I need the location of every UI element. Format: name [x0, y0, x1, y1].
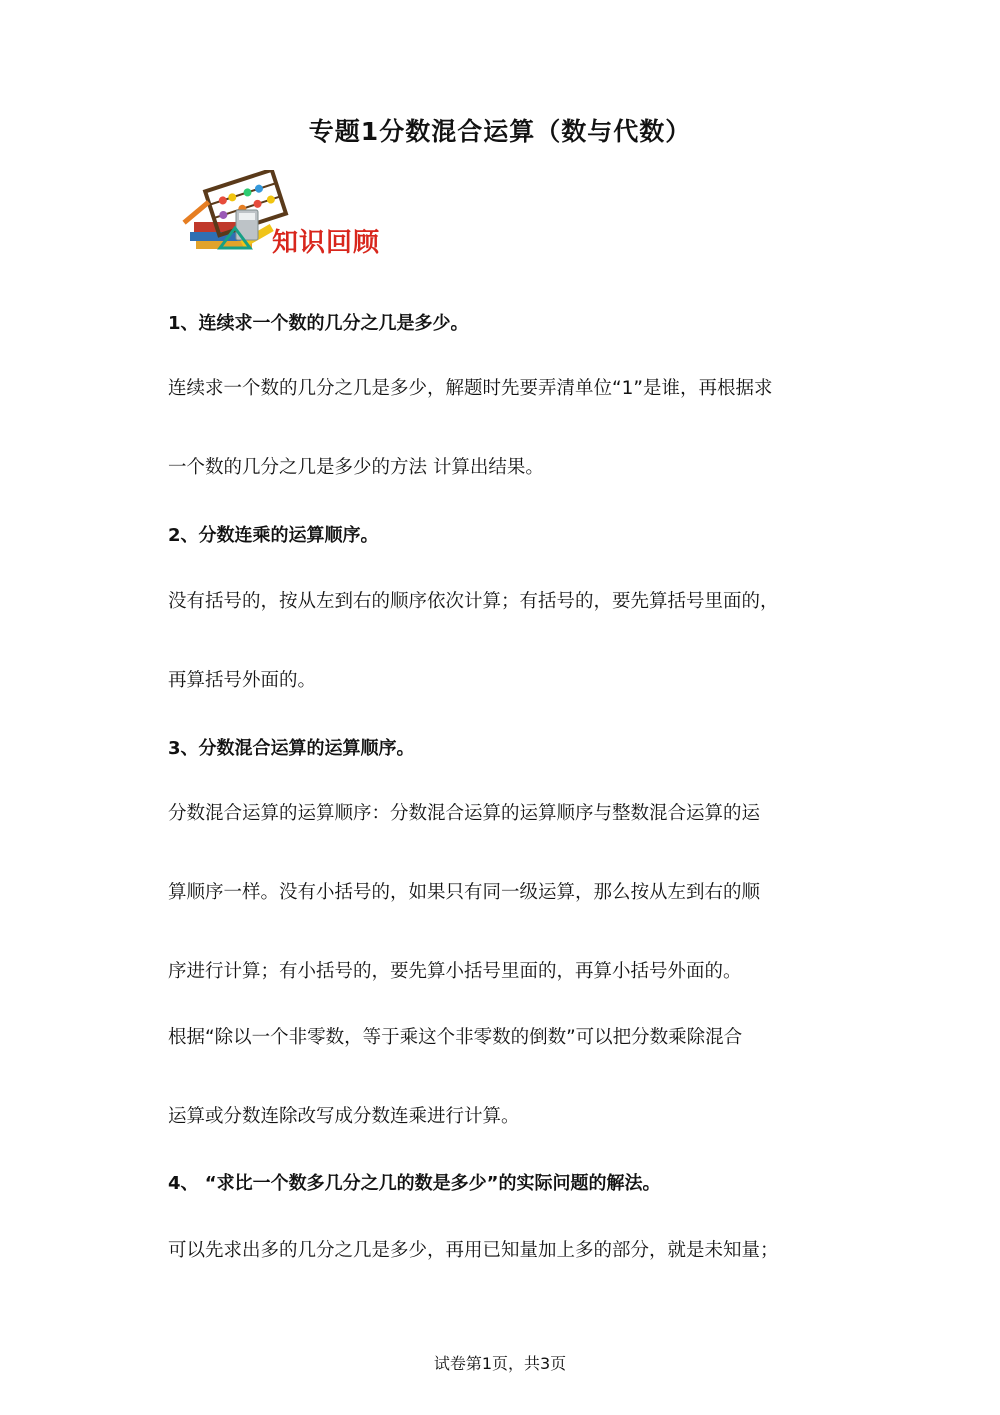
section-3-line-4: 根据“除以一个非零数，等于乘这个非零数的倒数”可以把分数乘除混合: [168, 1027, 743, 1048]
section-4-heading: 4、 “求比一个数多几分之几的数是多少”的实际问题的解法。: [168, 1173, 661, 1194]
section-1-line-2: 一个数的几分之几是多少的方法 计算出结果。: [168, 457, 544, 478]
section-4-line-1: 可以先求出多的几分之几是多少，再用已知量加上多的部分，就是未知量；: [168, 1240, 779, 1261]
section-3-heading: 3、分数混合运算的运算顺序。: [168, 738, 415, 759]
section-2-heading: 2、分数连乘的运算顺序。: [168, 525, 379, 546]
section-3-line-2: 算顺序一样。没有小括号的，如果只有同一级运算，那么按从左到右的顺: [168, 882, 761, 903]
section-3-line-1: 分数混合运算的运算顺序：分数混合运算的运算顺序与整数混合运算的运: [168, 803, 761, 824]
page-title: 专题1分数混合运算（数与代数）: [308, 117, 692, 146]
section-3-line-3: 序进行计算；有小括号的，要先算小括号里面的，再算小括号外面的。: [168, 961, 742, 982]
section-2-line-1: 没有括号的，按从左到右的顺序依次计算；有括号的，要先算括号里面的，: [168, 591, 779, 612]
banner-title: 知识回顾: [272, 228, 381, 258]
section-1-line-1: 连续求一个数的几分之几是多少，解题时先要弄清单位“1”是谁，再根据求: [168, 378, 773, 399]
page-footer: 试卷第1页，共3页: [433, 1354, 567, 1373]
section-1-heading: 1、连续求一个数的几分之几是多少。: [168, 313, 469, 334]
section-2-line-2: 再算括号外面的。: [168, 670, 317, 691]
section-3-line-5: 运算或分数连除改写成分数连乘进行计算。: [168, 1106, 520, 1127]
